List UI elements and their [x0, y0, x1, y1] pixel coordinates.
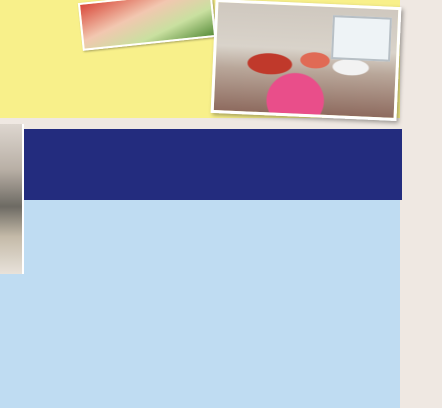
side-photo	[0, 124, 24, 274]
title-banner	[22, 129, 402, 200]
group-party-photo	[211, 0, 402, 121]
